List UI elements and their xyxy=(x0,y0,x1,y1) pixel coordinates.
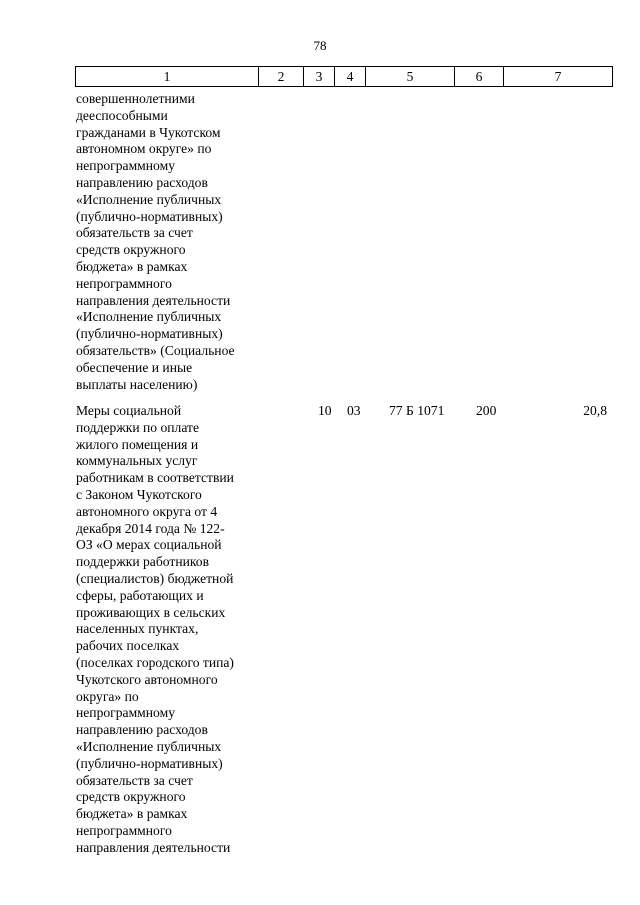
row-name-line: средств окружного xyxy=(76,789,186,805)
row-name-line: дееспособными xyxy=(76,107,168,123)
row-name-line: проживающих в сельских xyxy=(76,604,226,620)
row-name-line: ОЗ «О мерах социальной xyxy=(76,537,222,553)
column-header-3: 3 xyxy=(304,67,335,87)
row-name-line: непрограммного xyxy=(76,275,172,291)
row-name-line: (специалистов) бюджетной xyxy=(76,570,234,586)
row-name-line: средств окружного xyxy=(76,242,186,258)
row-name-line: бюджета» в рамках xyxy=(76,806,188,822)
column-header-6: 6 xyxy=(455,67,504,87)
row-name-line: обязательств за счет xyxy=(76,772,193,788)
row-name-line: обязательств» (Социальное xyxy=(76,342,235,358)
row-name-line: «Исполнение публичных xyxy=(76,191,222,207)
row-subsection-code: 03 xyxy=(347,403,361,418)
row-name-line: направления деятельности xyxy=(76,292,231,308)
row-name-line: гражданами в Чукотском xyxy=(76,124,221,140)
row-name-line: округа» по xyxy=(76,688,139,704)
row-name-line: выплаты населению) xyxy=(76,376,198,392)
page-number: 78 xyxy=(313,38,327,53)
row-name-line: обязательств за счет xyxy=(76,225,193,241)
row-expense-type-code: 200 xyxy=(476,403,497,418)
column-header-2: 2 xyxy=(259,67,304,87)
column-header-row xyxy=(76,67,613,87)
row-name-line: населенных пунктах, xyxy=(76,621,199,637)
row-name-line: автономном округе» по xyxy=(76,141,212,157)
column-header-5: 5 xyxy=(366,67,455,87)
row-name-line: Меры социальной xyxy=(76,403,182,418)
column-header-table xyxy=(75,66,613,87)
row-name-line: автономного округа от 4 xyxy=(76,503,218,519)
row-name-line: поддержки по оплате xyxy=(76,419,199,435)
column-header-1: 1 xyxy=(76,67,259,87)
row-name-line: сферы, работающих и xyxy=(76,587,204,603)
row-name-line: направлению расходов xyxy=(76,722,208,738)
row-name-line: (поселках городского типа) xyxy=(76,654,234,670)
row-amount: 20,8 xyxy=(583,403,607,418)
column-header-4: 4 xyxy=(335,67,366,87)
row-section-code: 10 xyxy=(318,403,332,418)
row-target-article-code: 77 Б 1071 xyxy=(389,403,445,418)
row-name-line: жилого помещения и xyxy=(76,436,199,452)
row-name-line: рабочих поселках xyxy=(76,638,180,654)
row-name-line: обеспечение и иные xyxy=(76,359,193,375)
row-name-line: с Законом Чукотского xyxy=(76,486,202,502)
row-name xyxy=(76,403,260,857)
row-name-line: направления деятельности xyxy=(76,839,231,855)
row-name-line: бюджета» в рамках xyxy=(76,258,188,274)
row-name-line: Чукотского автономного xyxy=(76,671,218,687)
row-name-line: направлению расходов xyxy=(76,174,208,190)
row-name-line: совершеннолетними xyxy=(76,91,195,106)
row-name-line: работникам в соответствии xyxy=(76,470,234,486)
row-name-line: коммунальных услуг xyxy=(76,453,198,469)
row-name-line: (публично-нормативных) xyxy=(76,208,223,224)
row-name-line: (публично-нормативных) xyxy=(76,326,223,342)
row-name-line: (публично-нормативных) xyxy=(76,755,223,771)
row-name xyxy=(76,91,260,393)
row-name-line: «Исполнение публичных xyxy=(76,738,222,754)
column-header-7: 7 xyxy=(504,67,613,87)
row-name-line: «Исполнение публичных xyxy=(76,309,222,325)
row-name-line: декабря 2014 года № 122- xyxy=(76,520,225,536)
row-name-line: непрограммного xyxy=(76,822,172,838)
row-name-line: непрограммному xyxy=(76,158,175,174)
row-name-line: непрограммному xyxy=(76,705,175,721)
row-name-line: поддержки работников xyxy=(76,554,209,570)
